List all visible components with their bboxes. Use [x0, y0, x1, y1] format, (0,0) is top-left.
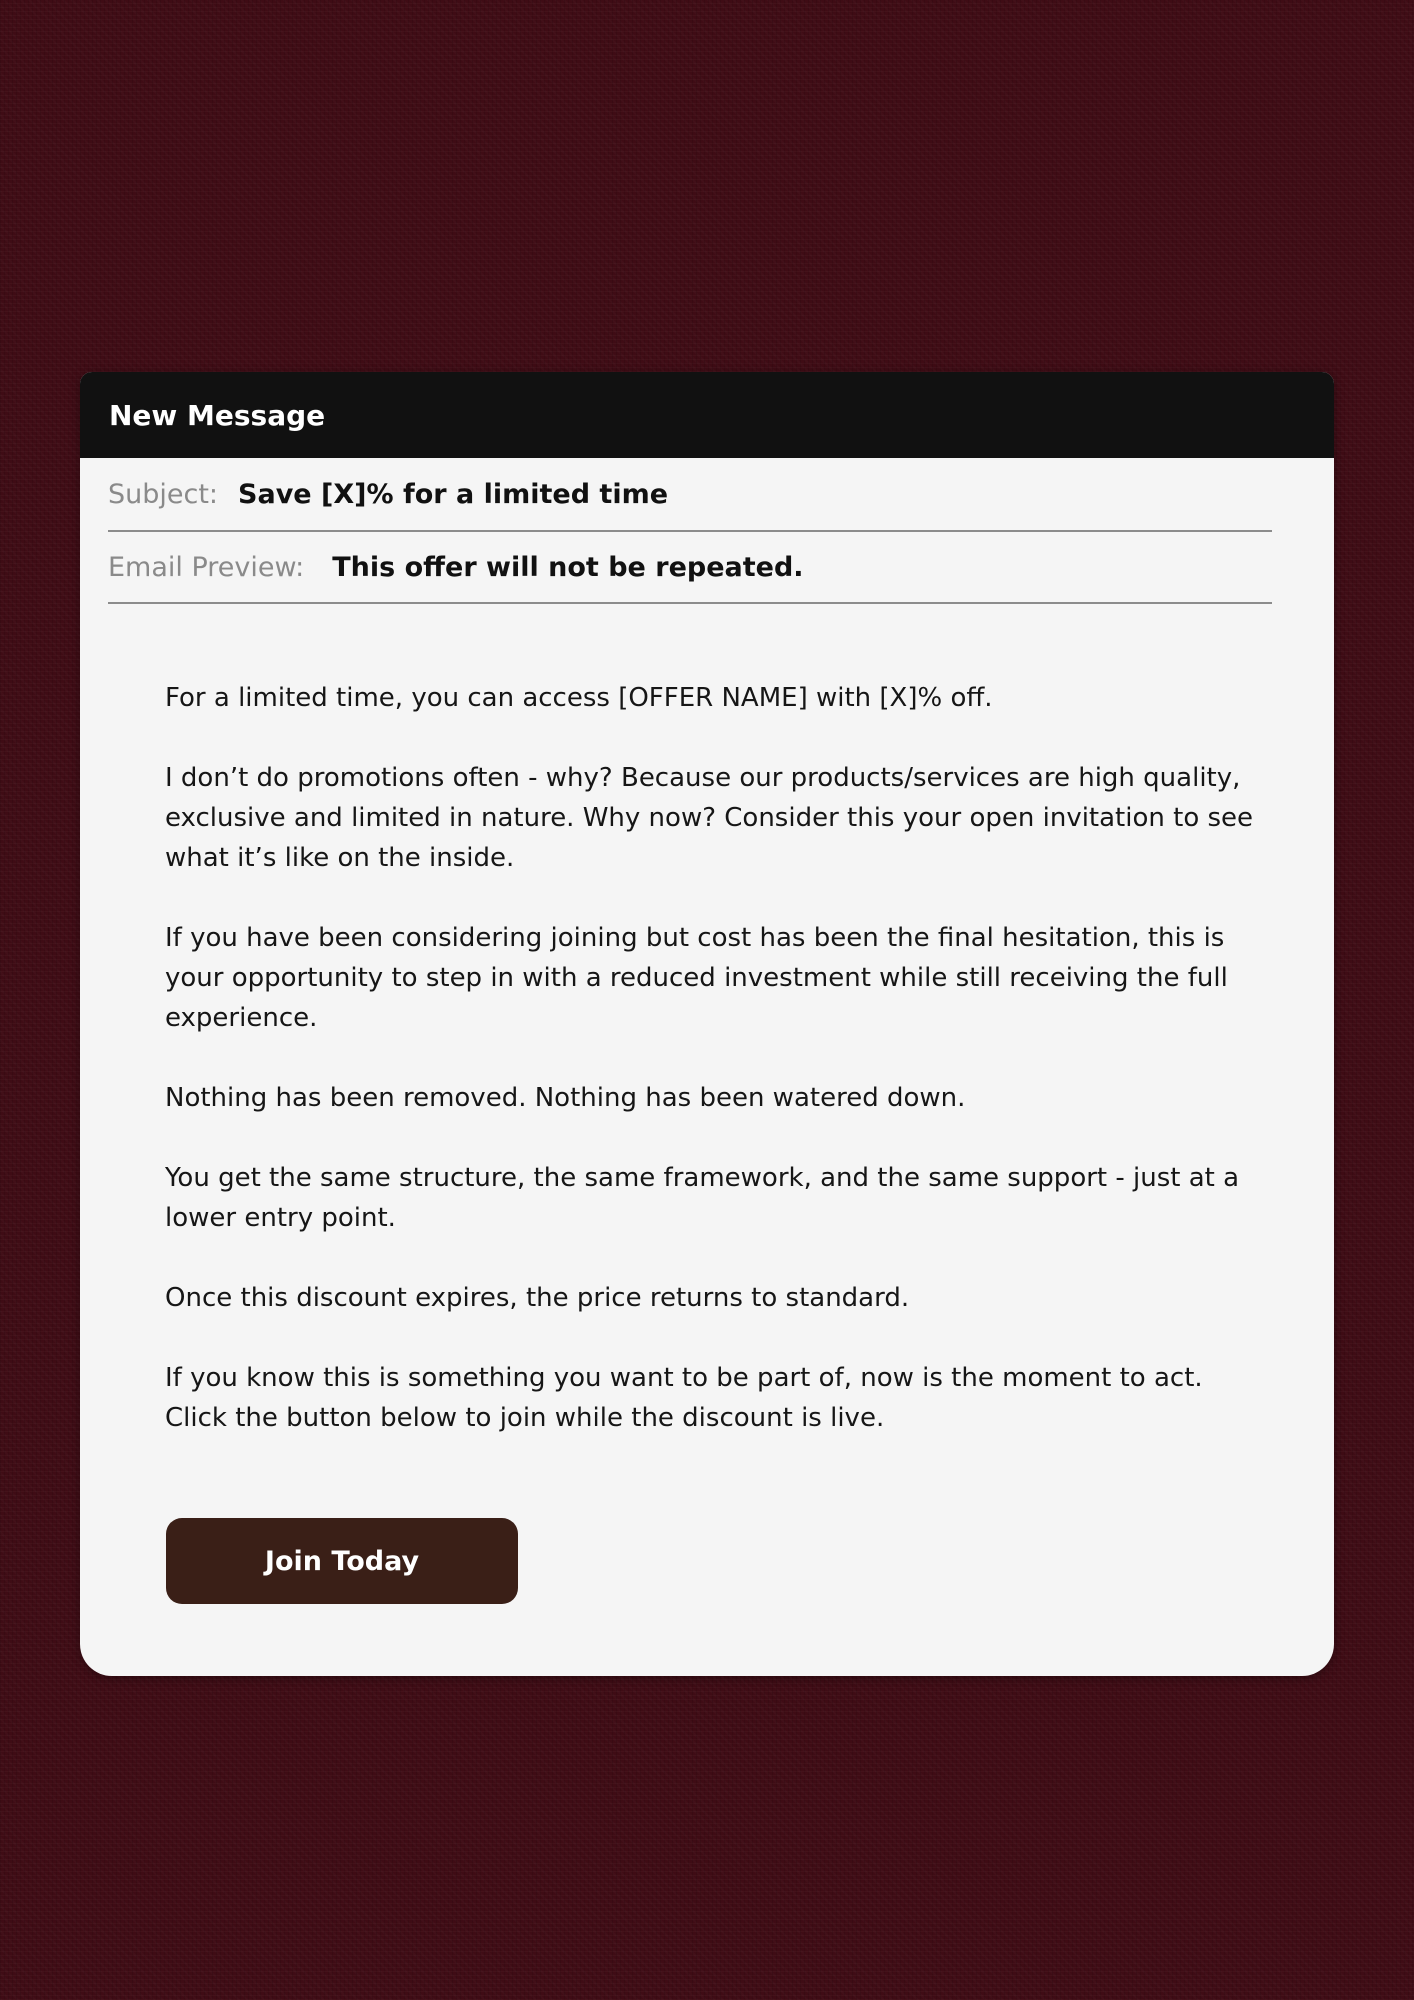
- body-paragraph: Once this discount expires, the price returns to standard.: [165, 1283, 910, 1313]
- email-compose-window: [80, 372, 1334, 1676]
- email-preview-label: Email Preview:: [108, 551, 305, 583]
- body-paragraph: If you know this is something you want to be part of, now is the moment to act. Click the button below to join while the discount is live.: [165, 1363, 1203, 1433]
- body-paragraph: You get the same structure, the same framework, and the same support - just at a lower entry point.: [165, 1163, 1240, 1233]
- body-paragraph: Nothing has been removed. Nothing has been watered down.: [165, 1083, 966, 1113]
- body-paragraph: For a limited time, you can access [OFFER NAME] with [X]% off.: [165, 683, 993, 713]
- email-preview-value[interactable]: This offer will not be repeated.: [332, 551, 804, 583]
- body-paragraph: If you have been considering joining but cost has been the final hesitation, this is your opportunity to step in with a reduced investment while still receiving the full experience.: [165, 923, 1228, 1033]
- join-today-button[interactable]: Join Today: [166, 1518, 518, 1604]
- email-preview-field[interactable]: [108, 532, 1272, 604]
- window-title: New Message: [109, 398, 326, 432]
- body-paragraph: I don’t do promotions often - why? Because our products/services are high quality, exclusive and limited in nature. Why now? Consider this your open invitation to see what it’s like on the inside.: [165, 763, 1254, 873]
- subject-label: Subject:: [108, 478, 219, 510]
- window-titlebar: [80, 372, 1334, 458]
- email-body[interactable]: [165, 678, 1255, 1478]
- subject-value[interactable]: Save [X]% for a limited time: [238, 478, 669, 510]
- subject-field[interactable]: [108, 458, 1272, 532]
